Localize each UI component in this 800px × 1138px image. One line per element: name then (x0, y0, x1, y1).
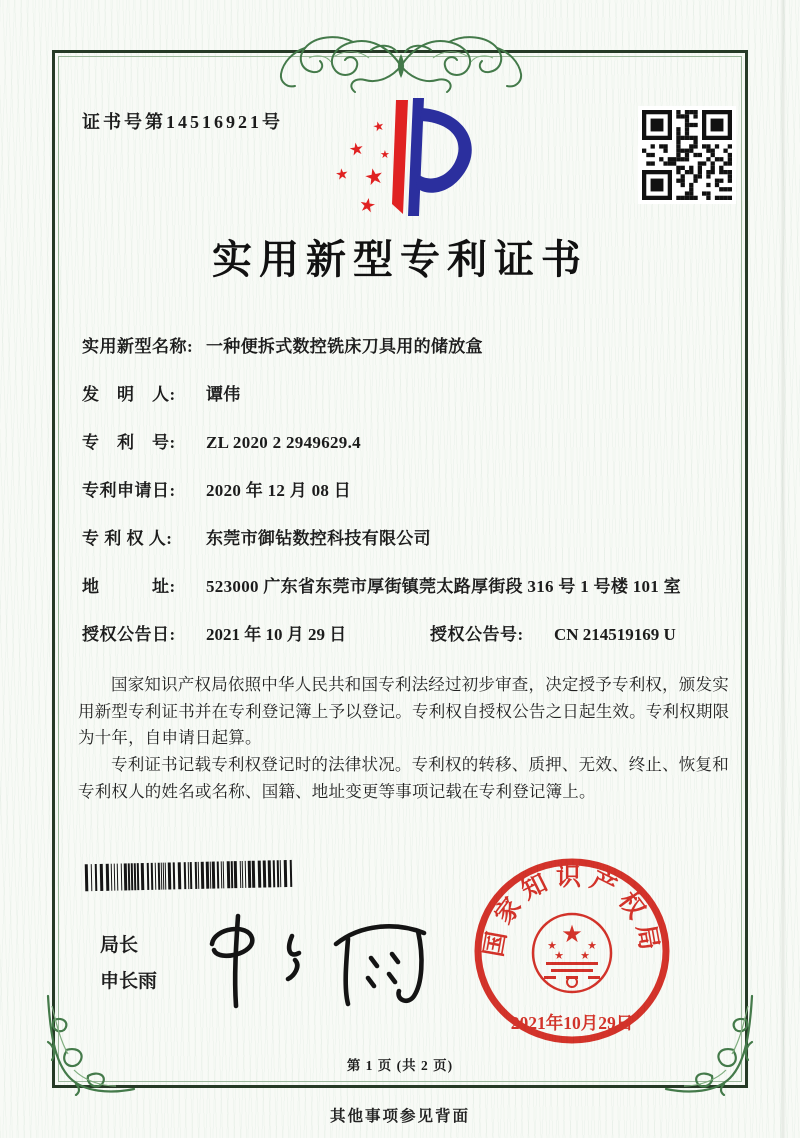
field-row (82, 526, 730, 551)
certificate-title: 实用新型专利证书 (212, 237, 588, 282)
official-seal (470, 856, 674, 1046)
signer-role: 局长 (100, 935, 139, 956)
seal-date: 2021年10月29日 (510, 1013, 634, 1033)
field-value: 523000 广东省东莞市厚街镇莞太路厚街段 316 号 1 号楼 101 室 (206, 577, 681, 596)
barcode (85, 860, 302, 892)
legal-paragraph-2: 专利证书记载专利权登记时的法律状况。专利权的转移、质押、无效、终止、恢复和专利权人的姓名或名称、国籍、地址变更等事项记载在专利登记簿上。 (78, 755, 729, 801)
field-label: 专 利 号: (82, 433, 176, 452)
field-label: 专 利 权 人: (82, 529, 173, 548)
grant-no-value: CN 214519169 U (554, 625, 676, 644)
field-value: ZL 2020 2 2949629.4 (206, 433, 361, 452)
grant-no-label: 授权公告号: (430, 625, 524, 644)
svg-text:★: ★ (334, 164, 350, 184)
cnipa-logo-icon (328, 86, 480, 224)
field-row (82, 478, 730, 503)
certificate-number: 证书号第14516921号 (82, 112, 283, 132)
field-value: 一种便拆式数控铣床刀具用的储放盒 (206, 337, 483, 356)
page-number: 第 1 页 (共 2 页) (346, 1058, 454, 1073)
field-label: 专利申请日: (82, 481, 176, 500)
qr-code (638, 106, 736, 204)
field-row (82, 334, 730, 359)
grant-date-label: 授权公告日: (82, 625, 176, 644)
svg-text:★: ★ (561, 920, 583, 948)
svg-text:★: ★ (587, 939, 597, 952)
svg-text:★: ★ (554, 949, 564, 962)
bottom-left-corner-ornament-icon (40, 992, 136, 1096)
paper-fold-shadow (780, 0, 786, 1138)
certificate-fields (82, 334, 730, 647)
bottom-right-corner-ornament-icon (664, 992, 760, 1096)
legal-paragraph-1: 国家知识产权局依照中华人民共和国专利法经过初步审查，决定授予专利权，颁发实用新型专利证书并在专利登记簿上予以登记。专利权自授权公告之日起生效。专利权期限为十年，自申请日起算。 (78, 675, 730, 748)
field-label: 地 址: (82, 577, 176, 596)
seal-text: 国家知识产权局 (480, 864, 664, 959)
grant-row (82, 622, 730, 647)
field-row-address (82, 574, 730, 599)
grant-date-value: 2021 年 10 月 29 日 (206, 625, 347, 644)
national-emblem-icon (533, 914, 611, 992)
back-side-note: 其他事项参见背面 (329, 1108, 470, 1125)
signer-block (100, 928, 157, 1000)
field-label: 发 明 人: (82, 385, 176, 404)
signature-icon (196, 906, 444, 1010)
svg-text:★: ★ (357, 193, 378, 218)
signer-name: 申长雨 (100, 971, 158, 992)
field-value: 2020 年 12 月 08 日 (206, 481, 352, 500)
svg-text:★: ★ (547, 939, 557, 952)
field-row (82, 430, 730, 455)
svg-text:★: ★ (362, 163, 387, 192)
svg-text:★: ★ (371, 118, 387, 136)
field-row (82, 382, 730, 407)
field-value: 东莞市御钻数控科技有限公司 (206, 529, 431, 548)
svg-text:★: ★ (347, 138, 366, 161)
field-value: 谭伟 (206, 385, 241, 404)
svg-text:★: ★ (580, 949, 590, 962)
field-label: 实用新型名称: (82, 337, 194, 356)
legal-text (78, 672, 744, 806)
svg-text:★: ★ (380, 148, 390, 161)
